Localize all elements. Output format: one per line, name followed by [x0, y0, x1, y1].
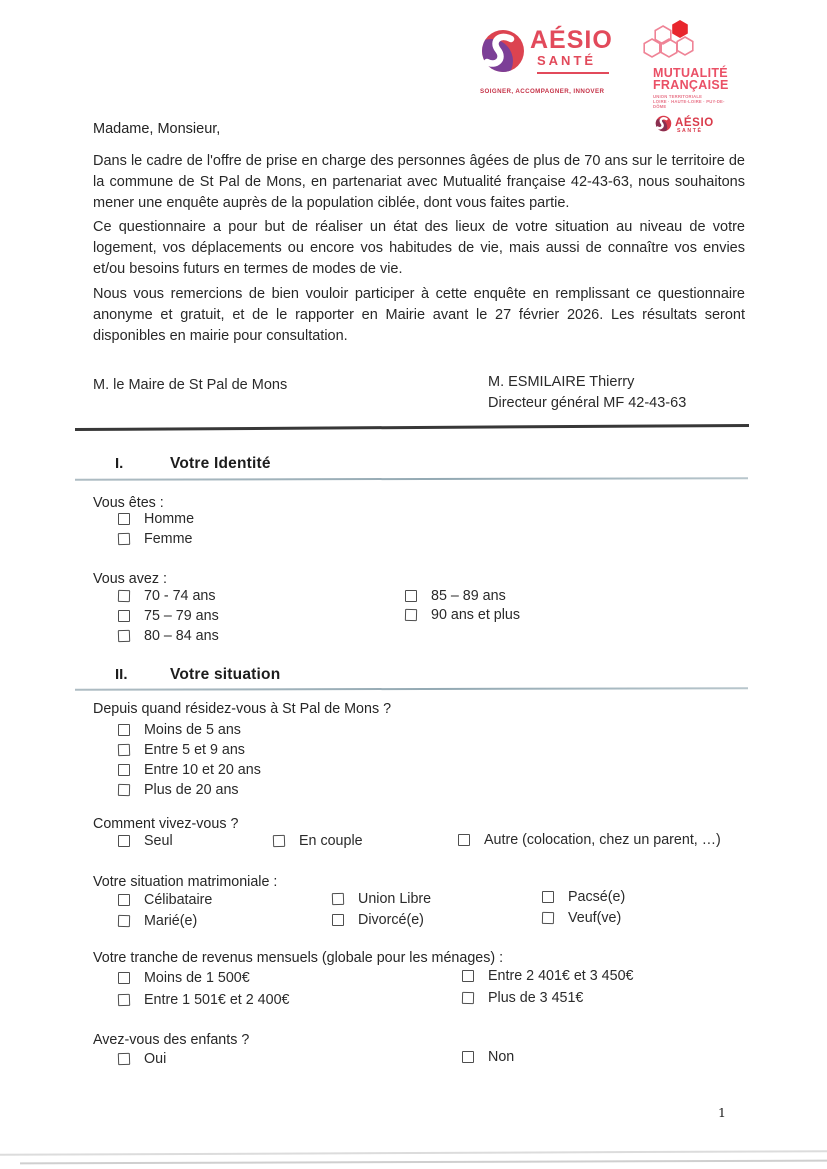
page-edge-shadow-2 — [20, 1160, 827, 1164]
mutualite-francaise-logo — [633, 20, 733, 137]
checkbox-age-75-79[interactable] — [118, 610, 130, 622]
question-children-label: Avez-vous des enfants ? — [93, 1032, 250, 1048]
option-label-income-1501-2400: Entre 1 501€ et 2 400€ — [144, 992, 290, 1008]
checkbox-living-en-couple[interactable] — [273, 835, 285, 847]
mutualite-brand-line1: MUTUALITÉ — [653, 66, 728, 80]
question-marital-label: Votre situation matrimoniale : — [93, 874, 278, 890]
letter-salutation: Madame, Monsieur, — [93, 121, 221, 137]
signature-mayor: M. le Maire de St Pal de Mons — [93, 377, 288, 393]
question-gender-label: Vous êtes : — [93, 495, 164, 511]
option-label-femme: Femme — [144, 531, 193, 547]
checkbox-residence-plus-20[interactable] — [118, 784, 130, 796]
section-2-numeral: II. — [115, 666, 128, 683]
signature-director-name: M. ESMILAIRE Thierry — [488, 374, 635, 390]
checkbox-living-autre[interactable] — [458, 834, 470, 846]
aesio-small-brand-text: AÉSIO — [675, 117, 714, 129]
section-divider-line — [75, 424, 749, 431]
checkbox-children-oui[interactable] — [118, 1053, 130, 1065]
option-label-income-2401-3450: Entre 2 401€ et 3 450€ — [488, 968, 634, 984]
aesio-tagline: SOIGNER, ACCOMPAGNER, INNOVER — [480, 88, 605, 95]
option-label-marital-marie: Marié(e) — [144, 913, 198, 929]
checkbox-age-80-84[interactable] — [118, 630, 130, 642]
option-label-residence-10-20: Entre 10 et 20 ans — [144, 762, 261, 778]
option-label-homme: Homme — [144, 511, 195, 527]
option-label-marital-union-libre: Union Libre — [358, 891, 432, 907]
checkbox-marital-celibataire[interactable] — [118, 894, 130, 906]
checkbox-age-70-74[interactable] — [118, 590, 130, 602]
question-living-label: Comment vivez-vous ? — [93, 816, 239, 832]
aesio-small-sub-text: SANTÉ — [677, 128, 703, 134]
checkbox-income-2401-3450[interactable] — [462, 970, 474, 982]
question-income-label: Votre tranche de revenus mensuels (globale pour les ménages) : — [93, 950, 504, 966]
checkbox-marital-veuf[interactable] — [542, 912, 554, 924]
checkbox-children-non[interactable] — [462, 1051, 474, 1063]
option-label-marital-celibataire: Célibataire — [144, 892, 213, 908]
option-label-marital-veuf: Veuf(ve) — [568, 910, 622, 926]
option-label-age-85-89: 85 – 89 ans — [431, 588, 506, 604]
checkbox-age-90-plus[interactable] — [405, 609, 417, 621]
aesio-small-logo — [655, 115, 733, 137]
option-label-children-oui: Oui — [144, 1051, 167, 1067]
signature-director-title: Directeur général MF 42-43-63 — [488, 395, 687, 411]
page-edge-shadow — [0, 1150, 827, 1156]
section-1-numeral: I. — [115, 455, 124, 472]
section-1-heading — [93, 455, 745, 473]
section-2-heading — [93, 666, 745, 684]
checkbox-age-85-89[interactable] — [405, 590, 417, 602]
checkbox-marital-union-libre[interactable] — [332, 893, 344, 905]
checkbox-homme[interactable] — [118, 513, 130, 525]
option-label-residence-plus-20: Plus de 20 ans — [144, 782, 239, 798]
checkbox-femme[interactable] — [118, 533, 130, 545]
option-label-age-75-79: 75 – 79 ans — [144, 608, 219, 624]
checkbox-residence-moins-5[interactable] — [118, 724, 130, 736]
option-label-marital-divorce: Divorcé(e) — [358, 912, 424, 928]
checkbox-residence-10-20[interactable] — [118, 764, 130, 776]
checkbox-residence-5-9[interactable] — [118, 744, 130, 756]
letter-paragraph-2: Ce questionnaire a pour but de réaliser un état des lieux de votre situation au niveau de votre logement, vos déplacements ou encore vos habitudes de vie, mais aussi de connaître vos envies et/ou besoins futurs en termes de modes de vie. — [93, 219, 745, 277]
checkbox-income-moins-1500[interactable] — [118, 972, 130, 984]
mutualite-brand-line2: FRANÇAISE — [653, 78, 729, 92]
aesio-swirl-icon — [480, 28, 526, 79]
option-label-living-autre: Autre (colocation, chez un parent, …) — [484, 832, 721, 848]
mutualite-fineprint-line2: LOIRE · HAUTE-LOIRE · PUY-DE-DÔME — [653, 99, 725, 109]
checkbox-marital-marie[interactable] — [118, 915, 130, 927]
letter-paragraph-3: Nous vous remercions de bien vouloir participer à cette enquête en remplissant ce questionnaire anonyme et gratuit, et de le rapporter en Mairie avant le 27 février 2026. Les résultats seront disponibles en mairie pour consultation. — [93, 286, 745, 344]
question-age-label: Vous avez : — [93, 571, 167, 587]
page-number: 1 — [718, 1105, 726, 1120]
option-label-marital-pacse: Pacsé(e) — [568, 889, 626, 905]
option-label-children-non: Non — [488, 1049, 515, 1065]
aesio-brand-text: AÉSIO — [530, 26, 613, 54]
letter-paragraph-1: Dans le cadre de l'offre de prise en charge des personnes âgées de plus de 70 ans sur le territoire de la commune de St Pal de Mons, en partenariat avec Mutualité française 42-43-63, nous souhaitons mener une enquête auprès de la population ciblée, dont vous faites partie. — [93, 153, 745, 211]
option-label-age-70-74: 70 - 74 ans — [144, 588, 216, 604]
aesio-sub-text: SANTÉ — [537, 53, 597, 68]
option-label-living-seul: Seul — [144, 833, 173, 849]
mutualite-fineprint-line1: UNION TERRITORIALE — [653, 94, 703, 99]
aesio-swirl-small-icon — [655, 115, 672, 137]
option-label-age-90-plus: 90 ans et plus — [431, 607, 521, 623]
section-1-title: Votre Identité — [170, 455, 271, 472]
checkbox-income-plus-3451[interactable] — [462, 992, 474, 1004]
aesio-sante-logo — [480, 26, 613, 95]
section-2-title: Votre situation — [170, 666, 281, 683]
checkbox-income-1501-2400[interactable] — [118, 994, 130, 1006]
option-label-income-moins-1500: Moins de 1 500€ — [144, 970, 250, 986]
question-residence-label: Depuis quand résidez-vous à St Pal de Mons ? — [93, 701, 392, 717]
checkbox-marital-divorce[interactable] — [332, 914, 344, 926]
option-label-residence-moins-5: Moins de 5 ans — [144, 722, 241, 738]
section-1-underline — [75, 477, 748, 480]
honeycomb-icon — [633, 49, 701, 66]
option-label-living-en-couple: En couple — [299, 833, 363, 849]
checkbox-living-seul[interactable] — [118, 835, 130, 847]
option-label-income-plus-3451: Plus de 3 451€ — [488, 990, 584, 1006]
option-label-residence-5-9: Entre 5 et 9 ans — [144, 742, 245, 758]
checkbox-marital-pacse[interactable] — [542, 891, 554, 903]
option-label-age-80-84: 80 – 84 ans — [144, 628, 219, 644]
aesio-underline — [537, 72, 609, 74]
section-2-underline — [75, 687, 748, 690]
